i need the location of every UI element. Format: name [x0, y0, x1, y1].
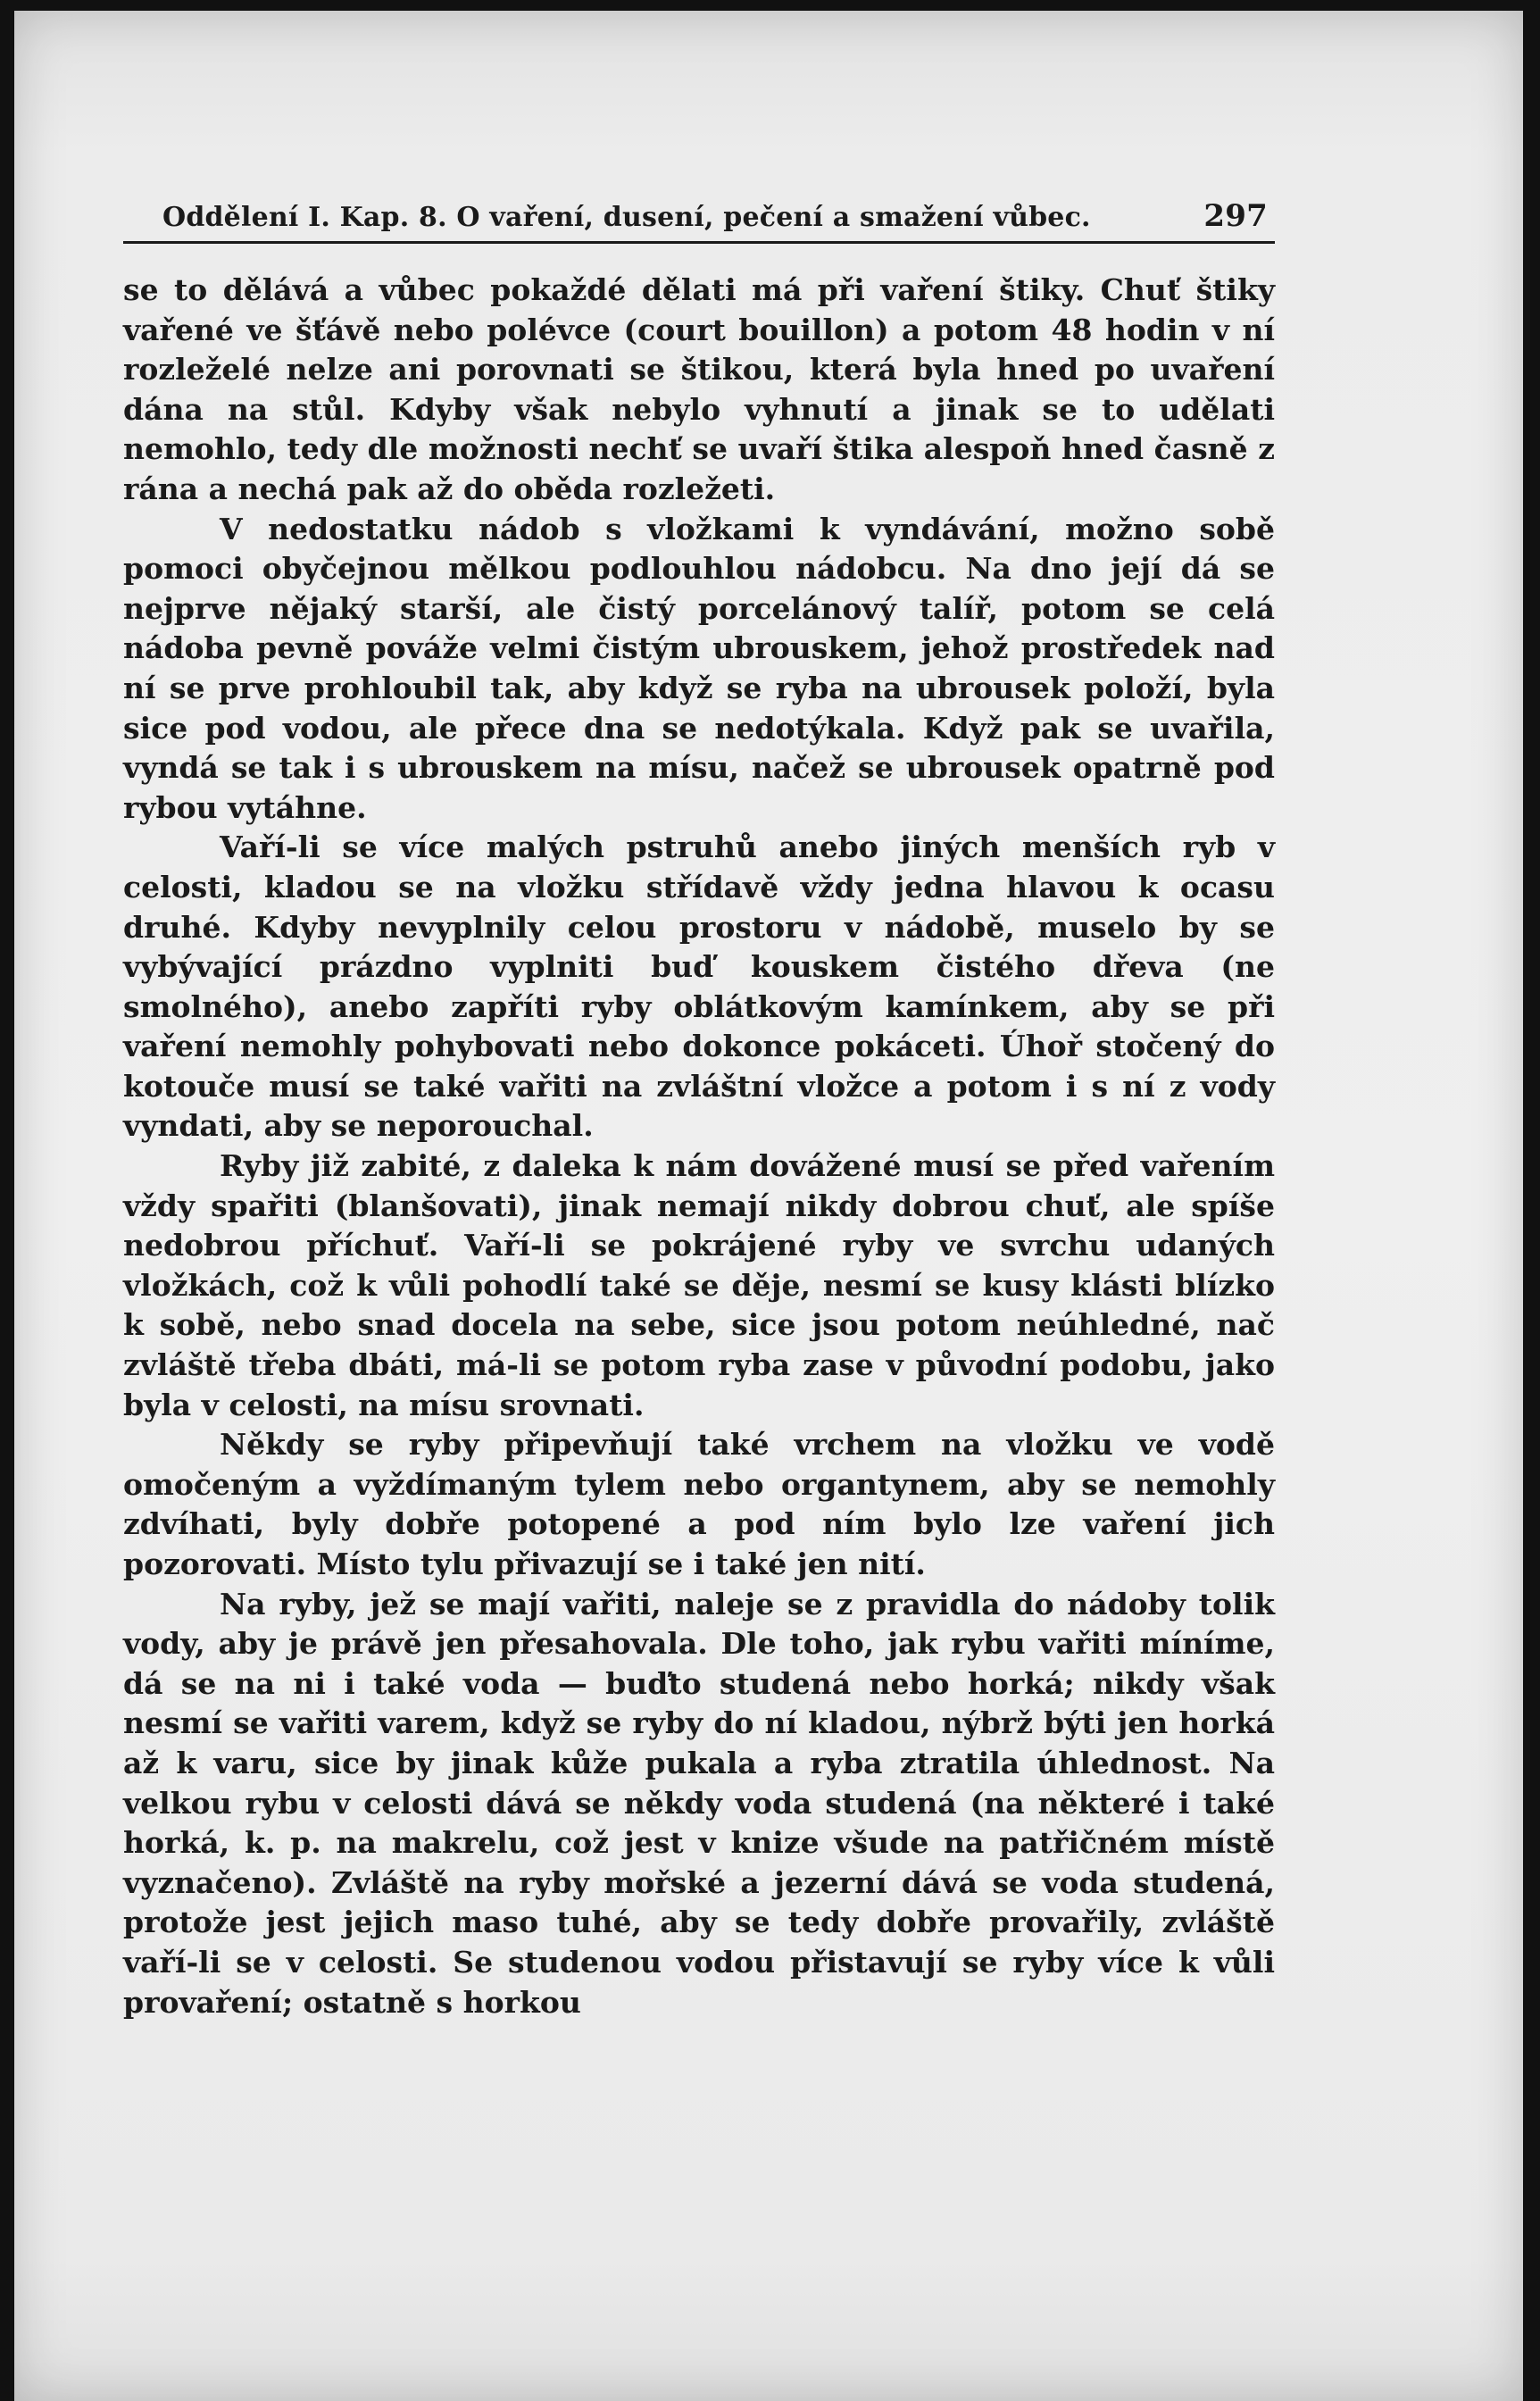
- book-page: [123, 198, 1275, 2022]
- paragraph-1: se to dělává a vůbec pokaždé dělati má při vaření štiky. Chuť štiky vařené ve šťávě nebo polévce (court bouillon) a potom 48 hodin v ní rozleželé nelze ani porovnati se štikou, která byla hned po uvaření dána na stůl. Kdyby však nebylo vyhnutí a jinak se to udělati nemohlo, tedy dle možnosti nechť se uvaří štika alespoň hned časně z rána a nechá pak až do oběda rozležeti.: [123, 272, 1275, 506]
- running-header: [123, 198, 1275, 236]
- paragraph-4: Ryby již zabité, z daleka k nám dovážené musí se před vařením vždy spařiti (blanšovati), jinak nemají nikdy dobrou chuť, ale spíše nedobrou příchuť. Vaří-li se pokrájené ryby ve svrchu udaných vložkách, což k vůli pohodlí také se děje, nesmí se kusy klásti blízko k sobě, nebo snad docela na sebe, sice jsou potom neúhledné, nač zvláště třeba dbáti, má-li se potom ryba zase v původní podobu, jako byla v celosti, na mísu srovnati.: [123, 1148, 1275, 1422]
- paragraph-5: Někdy se ryby připevňují také vrchem na vložku ve vodě omočeným a vyždímaným tylem nebo organtynem, aby se nemohly zdvíhati, byly dobře potopené a pod ním bylo lze vaření jich pozorovati. Místo tylu přivazují se i také jen nití.: [123, 1427, 1275, 1581]
- running-title: Oddělení I. Kap. 8. O vaření, dusení, pečení a smažení vůbec.: [162, 202, 1091, 233]
- paragraph-3: Vaří-li se více malých pstruhů anebo jiných menších ryb v celosti, kladou se na vložku střídavě vždy jedna hlavou k ocasu druhé. Kdyby nevyplnily celou prostoru v nádobě, muselo by se vybývající prázdno vyplniti buď kouskem čistého dřeva (ne smolného), anebo zapříti ryby oblátkovým kamínkem, aby se při vaření nemohly pohybovati nebo dokonce pokáceti. Úhoř stočený do kotouče musí se také vařiti na zvláštní vložce a potom i s ní z vody vyndati, aby se neporouchal.: [123, 830, 1275, 1144]
- body-text: [123, 271, 1275, 2022]
- paragraph-6: Na ryby, jež se mají vařiti, naleje se z pravidla do nádoby tolik vody, aby je právě jen přesahovala. Dle toho, jak rybu vařiti míníme, dá se na ni i také voda — buďto studená nebo horká; nikdy však nesmí se vařiti varem, když se ryby do ní kladou, nýbrž býti jen horká až k varu, sice by jinak kůže pukala a ryba ztratila úhlednost. Na velkou rybu v celosti dává se někdy voda studená (na některé i také horká, k. p. na makrelu, což jest v knize všude na patřičném místě vyznačeno). Zvláště na ryby mořské a jezerní dává se voda studená, protože jest jejich maso tuhé, aby se tedy dobře provařily, zvláště vaří-li se v celosti. Se studenou vodou přistavují se ryby více k vůli provaření; ostatně s horkou: [123, 1586, 1275, 2020]
- paragraph-2: V nedostatku nádob s vložkami k vyndávání, možno sobě pomoci obyčejnou mělkou podlouhlou nádobcu. Na dno její dá se nejprve nějaký starší, ale čistý porcelánový talíř, potom se celá nádoba pevně pováže velmi čistým ubrouskem, jehož prostředek nad ní se prve prohloubil tak, aby když se ryba na ubrousek položí, byla sice pod vodou, ale přece dna se nedotýkala. Když pak se uvařila, vyndá se tak i s ubrouskem na mísu, načež se ubrousek opatrně pod rybou vytáhne.: [123, 511, 1275, 825]
- page-number: 297: [1203, 198, 1268, 234]
- header-rule: [123, 241, 1275, 244]
